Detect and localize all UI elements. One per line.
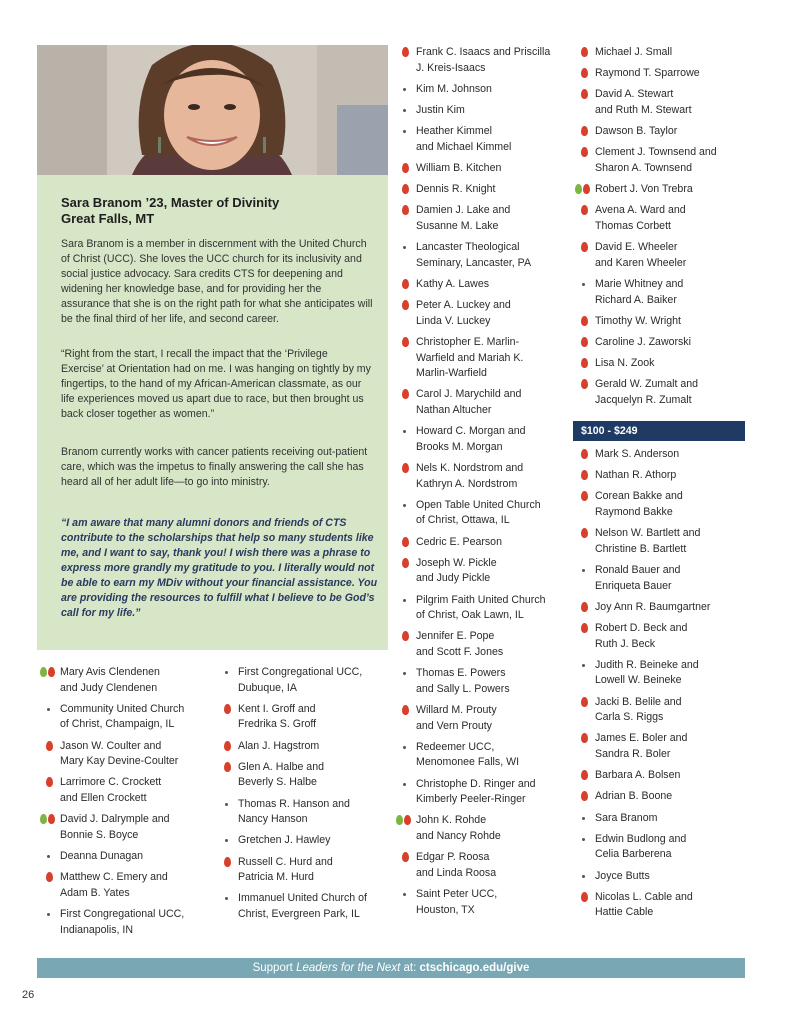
donor-name-line: Immanuel United Church of — [238, 892, 367, 905]
donor-name-line: Community United Church — [60, 702, 185, 715]
donor-entry — [595, 356, 654, 372]
donor-name-line: Heather Kimmel — [416, 125, 492, 138]
red-flame-icon — [581, 242, 588, 252]
story-subtitle-line: Great Falls, MT — [61, 210, 155, 226]
red-flame-icon — [224, 857, 231, 867]
bullet-icon — [403, 504, 406, 507]
donor-name-line: Jacki B. Belile and — [595, 695, 682, 708]
portrait-photo — [37, 45, 388, 175]
green-flame-icon — [575, 184, 582, 194]
red-flame-icon — [46, 777, 53, 787]
donor-entry — [60, 665, 160, 696]
donor-name-line: Peter A. Luckey and — [416, 299, 511, 312]
donor-entry — [416, 461, 523, 492]
bullet-icon — [403, 893, 406, 896]
donor-name-line: and Linda Roosa — [416, 866, 497, 879]
red-flame-icon — [402, 279, 409, 289]
bullet-icon — [403, 783, 406, 786]
donor-name-line: Damien J. Lake and — [416, 204, 511, 217]
donor-name-line: Fredrika S. Groff — [238, 718, 317, 731]
donor-entry — [595, 695, 682, 726]
red-flame-icon — [402, 705, 409, 715]
donor-name-line: Lowell W. Beineke — [595, 674, 682, 687]
red-flame-icon — [581, 733, 588, 743]
donor-name-line: Susanne M. Lake — [416, 219, 499, 232]
red-flame-icon — [581, 147, 588, 157]
donor-entry — [416, 740, 519, 771]
donor-name-line: Larrimore C. Crockett — [60, 776, 162, 789]
green-flame-icon — [396, 815, 403, 825]
donor-name-line: Brooks M. Morgan — [416, 440, 503, 453]
red-flame-icon — [581, 205, 588, 215]
donor-entry — [416, 103, 465, 119]
bullet-icon — [403, 130, 406, 133]
donor-name-line: Dubuque, IA — [238, 681, 297, 694]
donor-entry — [238, 760, 324, 791]
donor-entry — [595, 468, 676, 484]
red-flame-icon — [581, 358, 588, 368]
donor-entry — [416, 124, 511, 155]
donor-name-line: First Congregational UCC, — [60, 908, 185, 920]
story-title — [61, 195, 371, 226]
red-flame-icon — [402, 537, 409, 547]
donor-name-line: Avena A. Ward and — [595, 204, 686, 217]
donor-name-line: Dawson B. Taylor — [595, 125, 678, 138]
donor-name-line: Dennis R. Knight — [416, 183, 496, 196]
donor-name-line: and Karen Wheeler — [595, 256, 687, 269]
red-flame-icon — [581, 316, 588, 326]
donor-entry — [416, 161, 501, 177]
donor-name-line: Sandra R. Boler — [595, 747, 671, 760]
donor-name-line: Lancaster Theological — [416, 241, 520, 254]
donor-name-line: Howard C. Morgan and — [416, 425, 526, 438]
donor-entry — [238, 833, 330, 849]
donor-name-line: Kathryn A. Nordstrom — [416, 477, 518, 490]
story-paragraph-1: Sara Branom is a member in discernment with the United Church of Christ (UCC). She loves the UCC church for its inclusivity and social justice advocacy. Sara credits CTS for deepening and widening her knowledge base, and for providing her the assurance that she is on the right path for what she anticipates will be the final third of her life, and second career. — [61, 238, 373, 325]
donor-name-line: Linda V. Luckey — [416, 314, 491, 327]
donor-entry — [595, 240, 686, 271]
donor-name-line: Glen A. Halbe and — [238, 760, 324, 773]
donor-name-line: Thomas Corbett — [595, 219, 671, 232]
donor-name-line: Carla S. Riggs — [595, 711, 664, 724]
donor-entry — [595, 811, 657, 827]
donor-entry — [416, 203, 510, 234]
donor-name-line: Patricia M. Hurd — [238, 871, 314, 884]
bullet-icon — [225, 803, 228, 806]
donor-name-line: Corean Bakke and — [595, 490, 683, 503]
donor-name-line: Caroline J. Zaworski — [595, 336, 691, 348]
donor-name-line: Jacquelyn R. Zumalt — [595, 393, 692, 406]
red-flame-icon — [224, 762, 231, 772]
red-flame-icon — [581, 126, 588, 136]
donor-name-line: Lisa N. Zook — [595, 357, 655, 370]
donor-name-line: Joyce Butts — [595, 869, 650, 882]
donor-entry — [416, 535, 502, 551]
donor-entry — [416, 387, 521, 418]
red-flame-icon — [581, 491, 588, 501]
footer-banner — [37, 958, 745, 978]
donor-name-line: of Christ, Ottawa, IL — [416, 514, 510, 527]
donor-name-line: Open Table United Church — [416, 498, 541, 511]
donor-entry — [60, 870, 168, 901]
donor-name-line: of Christ, Oak Lawn, IL — [416, 609, 524, 622]
donor-name-line: Ruth J. Beck — [595, 637, 656, 650]
donor-name-line: Timothy W. Wright — [595, 314, 681, 327]
donor-name-line: Mark S. Anderson — [595, 448, 680, 460]
red-flame-icon — [581, 68, 588, 78]
donor-name-line: Russell C. Hurd and — [238, 855, 333, 868]
donor-name-line: Christine B. Bartlett — [595, 542, 687, 555]
bullet-icon — [225, 897, 228, 900]
donor-entry — [416, 703, 497, 734]
donor-entry — [595, 447, 679, 463]
donor-entry — [416, 666, 510, 697]
donor-name-line: Seminary, Lancaster, PA — [416, 256, 532, 269]
green-flame-icon — [40, 667, 47, 677]
red-flame-icon — [581, 623, 588, 633]
red-flame-icon — [581, 770, 588, 780]
donor-entry — [595, 489, 683, 520]
red-flame-icon — [402, 389, 409, 399]
donor-name-line: Matthew C. Emery and — [60, 871, 168, 884]
donor-name-line: Kathy A. Lawes — [416, 278, 490, 290]
donor-entry — [416, 277, 489, 293]
donor-name-line: Gerald W. Zumalt and — [595, 378, 699, 391]
donor-entry — [416, 813, 501, 844]
donor-name-line: Kent I. Groff and — [238, 702, 316, 715]
donor-name-line: Barbara A. Bolsen — [595, 769, 681, 782]
red-flame-icon — [224, 704, 231, 714]
story-quote: “I am aware that many alumni donors and friends of CTS contribute to the scholarships that help so many students like me, and I want to say, thank you! I wish there was a phrase to express more grandly my gratitude to you. I literally would not be able to earn my MDiv without your financial assistance. You are providing the resources to fulfill what I believe to be God’s call for my life.” — [61, 517, 378, 619]
donor-entry — [595, 526, 700, 557]
donor-entry — [416, 424, 526, 455]
donor-entry — [238, 702, 316, 733]
donor-name-line: William B. Kitchen — [416, 162, 502, 174]
bullet-icon — [47, 708, 50, 711]
donor-name-line: Christophe D. Ringer and — [416, 777, 536, 790]
red-flame-icon — [402, 852, 409, 862]
donor-name-line: Deanna Dunagan — [60, 850, 144, 862]
donor-entry — [595, 335, 691, 351]
page-number: 26 — [22, 989, 35, 1001]
footer-prefix: Support — [252, 962, 297, 974]
story-title-line: Sara Branom ’23, Master of Divinity — [61, 195, 280, 210]
donor-entry — [60, 812, 170, 843]
donor-name-line: First Congregational UCC, — [238, 666, 363, 678]
donor-entry — [238, 891, 367, 922]
donor-name-line: and Vern Prouty — [416, 719, 492, 732]
donor-entry — [595, 277, 683, 308]
donor-name-line: Robert J. Von Trebra — [595, 183, 693, 196]
donor-name-line: Kimberly Peeler-Ringer — [416, 793, 526, 806]
donor-entry — [416, 556, 497, 587]
donor-name-line: Celia Barberena — [595, 848, 672, 861]
footer-campaign: Leaders for the Next — [296, 962, 401, 974]
donor-name-line: Indianapolis, IN — [60, 923, 134, 936]
donor-entry — [595, 87, 692, 118]
donor-name-line: Frank C. Isaacs and Priscilla — [416, 46, 551, 58]
bullet-icon — [582, 283, 585, 286]
donor-name-line: Ronald Bauer and — [595, 564, 681, 576]
bullet-icon — [403, 246, 406, 249]
red-flame-icon — [48, 814, 55, 824]
donor-name-line: Willard M. Prouty — [416, 704, 497, 716]
bullet-icon — [582, 875, 585, 878]
red-flame-icon — [581, 449, 588, 459]
red-flame-icon — [583, 184, 590, 194]
donor-name-line: Edgar P. Roosa — [416, 851, 490, 864]
donor-name-line: Edwin Budlong and — [595, 832, 687, 845]
donor-entry — [416, 593, 546, 624]
donor-name-line: John K. Rohde — [416, 814, 487, 827]
bullet-icon — [225, 839, 228, 842]
donor-entry — [595, 768, 680, 784]
donor-entry — [238, 855, 333, 886]
donor-entry — [416, 82, 492, 98]
donor-name-line: Nelson W. Bartlett and — [595, 527, 701, 540]
donor-name-line: Michael J. Small — [595, 46, 673, 58]
bullet-icon — [47, 913, 50, 916]
bullet-icon — [47, 855, 50, 858]
red-flame-icon — [581, 602, 588, 612]
donor-name-line: Saint Peter UCC, — [416, 888, 498, 900]
donor-entry — [595, 182, 693, 198]
donor-name-line: Justin Kim — [416, 104, 465, 116]
red-flame-icon — [581, 47, 588, 57]
donor-name-line: Nels K. Nordstrom and — [416, 462, 524, 474]
donor-name-line: and Nancy Rohde — [416, 829, 501, 842]
portrait-illustration — [37, 45, 388, 175]
donor-name-line: Warfield and Mariah K. — [416, 351, 524, 364]
donor-entry — [595, 832, 686, 863]
red-flame-icon — [402, 337, 409, 347]
donor-name-line: of Christ, Champaign, IL — [60, 718, 175, 731]
red-flame-icon — [402, 463, 409, 473]
donor-entry — [416, 887, 497, 918]
donor-entry — [595, 314, 681, 330]
donor-name-line: Gretchen J. Hawley — [238, 834, 331, 847]
red-flame-icon — [581, 528, 588, 538]
donor-name-line: Joy Ann R. Baumgartner — [595, 600, 711, 613]
red-flame-icon — [224, 741, 231, 751]
donor-entry — [595, 869, 650, 885]
donor-name-line: Enriqueta Bauer — [595, 579, 672, 592]
donor-name-line: Christopher E. Marlin- — [416, 336, 520, 348]
bullet-icon — [582, 838, 585, 841]
donor-entry — [595, 563, 680, 594]
red-flame-icon — [402, 631, 409, 641]
donor-name-line: Nathan R. Athorp — [595, 469, 677, 482]
donor-name-line: and Judy Clendenen — [60, 681, 158, 694]
bullet-icon — [582, 817, 585, 820]
donor-name-line: and Sally L. Powers — [416, 682, 510, 695]
donor-name-line: Clement J. Townsend and — [595, 146, 717, 159]
donor-name-line: David J. Dalrymple and — [60, 813, 170, 826]
donor-name-line: Mary Avis Clendenen — [60, 666, 160, 678]
donor-entry — [416, 850, 496, 881]
donor-entry — [416, 182, 496, 198]
bullet-icon — [403, 88, 406, 91]
red-flame-icon — [404, 815, 411, 825]
donor-entry — [595, 203, 686, 234]
donor-name-line: Pilgrim Faith United Church — [416, 593, 546, 606]
story-paragraph-2: “Right from the start, I recall the impact that the ‘Privilege Exercise’ at Orientation had on me. I was hanging on tightly by my fingertips, to the hand of my African-American classmate, as our life experiences moved us apart due to race, but then brought us back closer together as women.” — [61, 348, 371, 420]
donor-entry — [60, 775, 161, 806]
bullet-icon — [403, 672, 406, 675]
red-flame-icon — [581, 337, 588, 347]
donor-name-line: Alan J. Hagstrom — [238, 739, 320, 752]
red-flame-icon — [402, 558, 409, 568]
red-flame-icon — [581, 791, 588, 801]
donor-entry — [595, 658, 699, 689]
donor-entry — [416, 45, 550, 76]
donor-entry — [595, 124, 677, 140]
donor-name-line: Jason W. Coulter and — [60, 739, 162, 752]
donor-entry — [595, 789, 672, 805]
red-flame-icon — [46, 741, 53, 751]
donor-entry — [416, 777, 536, 808]
donor-entry — [416, 335, 523, 382]
red-flame-icon — [581, 697, 588, 707]
donor-entry — [595, 890, 693, 921]
donor-name-line: Raymond T. Sparrowe — [595, 67, 700, 80]
donor-entry — [238, 797, 350, 828]
donor-name-line: Beverly S. Halbe — [238, 776, 317, 789]
red-flame-icon — [402, 205, 409, 215]
donor-entry — [595, 66, 700, 82]
donor-entry — [416, 298, 511, 329]
bullet-icon — [403, 109, 406, 112]
donor-entry — [60, 739, 178, 770]
footer-url-link[interactable]: ctschicago.edu/give — [419, 962, 530, 974]
donor-name-line: Houston, TX — [416, 903, 475, 916]
donor-name-line: Robert D. Beck and — [595, 622, 688, 634]
donor-name-line: Judith R. Beineke and — [595, 658, 699, 671]
donor-entry — [60, 849, 143, 865]
donor-name-line: James E. Boler and — [595, 732, 688, 745]
donor-name-line: Kim M. Johnson — [416, 82, 492, 95]
donor-name-line: Nancy Hanson — [238, 813, 308, 826]
donor-name-line: and Scott F. Jones — [416, 645, 504, 658]
red-flame-icon — [581, 892, 588, 902]
red-flame-icon — [402, 184, 409, 194]
donor-entry — [238, 739, 319, 755]
bullet-icon — [403, 746, 406, 749]
donor-name-line: Sara Branom — [595, 811, 658, 824]
donor-name-line: Hattie Cable — [595, 906, 654, 919]
donor-name-line: Redeemer UCC, — [416, 740, 495, 753]
donor-name-line: Carol J. Marychild and — [416, 388, 522, 401]
donor-name-line: Menomonee Falls, WI — [416, 756, 520, 769]
footer-middle: at: — [400, 962, 420, 974]
donor-name-line: David E. Wheeler — [595, 241, 678, 254]
donor-name-line: J. Kreis-Isaacs — [416, 61, 486, 74]
donor-entry — [595, 145, 717, 176]
donor-name-line: and Michael Kimmel — [416, 140, 512, 153]
red-flame-icon — [581, 379, 588, 389]
red-flame-icon — [48, 667, 55, 677]
donor-entry — [416, 240, 531, 271]
donor-entry — [595, 621, 687, 652]
donor-name-line: and Ellen Crockett — [60, 791, 147, 804]
donor-entry — [416, 498, 541, 529]
bullet-icon — [225, 671, 228, 674]
bullet-icon — [403, 599, 406, 602]
student-story-box — [37, 175, 388, 650]
donor-name-line: Raymond Bakke — [595, 505, 673, 518]
donor-name-line: Adrian B. Boone — [595, 790, 673, 803]
donor-name-line: Adam B. Yates — [60, 886, 130, 899]
green-flame-icon — [40, 814, 47, 824]
donor-name-line: Jennifer E. Pope — [416, 630, 495, 643]
red-flame-icon — [402, 300, 409, 310]
donor-name-line: Nicolas L. Cable and — [595, 890, 693, 903]
red-flame-icon — [581, 470, 588, 480]
donor-name-line: Marie Whitney and — [595, 278, 684, 290]
donor-name-line: and Ruth M. Stewart — [595, 103, 692, 116]
donor-name-line: Marlin-Warfield — [416, 367, 487, 379]
red-flame-icon — [402, 163, 409, 173]
donor-name-line: Bonnie S. Boyce — [60, 828, 139, 841]
donor-name-line: Joseph W. Pickle — [416, 556, 497, 569]
donor-entry — [595, 731, 687, 762]
donor-entry — [60, 702, 184, 733]
donor-entry — [595, 377, 698, 408]
donor-name-line: Mary Kay Devine-Coulter — [60, 755, 179, 768]
donor-entry — [60, 907, 184, 938]
donor-name-line: and Judy Pickle — [416, 572, 491, 585]
donor-name-line: Nathan Altucher — [416, 403, 492, 416]
donor-name-line: Thomas E. Powers — [416, 667, 506, 680]
bullet-icon — [582, 664, 585, 667]
donor-entry — [595, 600, 710, 616]
gift-range-heading: $100 - $249 — [573, 421, 745, 441]
story-paragraph-3: Branom currently works with cancer patients receiving out-patient care, which was the impetus to finally answering the call she has heard all of her adult life—to go into ministry. — [61, 446, 368, 488]
donor-name-line: Richard A. Baiker — [595, 293, 677, 306]
donor-entry — [595, 45, 672, 61]
bullet-icon — [582, 569, 585, 572]
red-flame-icon — [581, 89, 588, 99]
red-flame-icon — [46, 872, 53, 882]
donor-name-line: Cedric E. Pearson — [416, 535, 502, 548]
red-flame-icon — [402, 47, 409, 57]
donor-name-line: Sharon A. Townsend — [595, 161, 692, 174]
donor-entry — [416, 629, 503, 660]
donor-name-line: David A. Stewart — [595, 88, 674, 101]
donor-name-line: Thomas R. Hanson and — [238, 797, 350, 810]
bullet-icon — [403, 430, 406, 433]
donor-name-line: Christ, Evergreen Park, IL — [238, 907, 360, 920]
donor-entry — [238, 665, 362, 696]
